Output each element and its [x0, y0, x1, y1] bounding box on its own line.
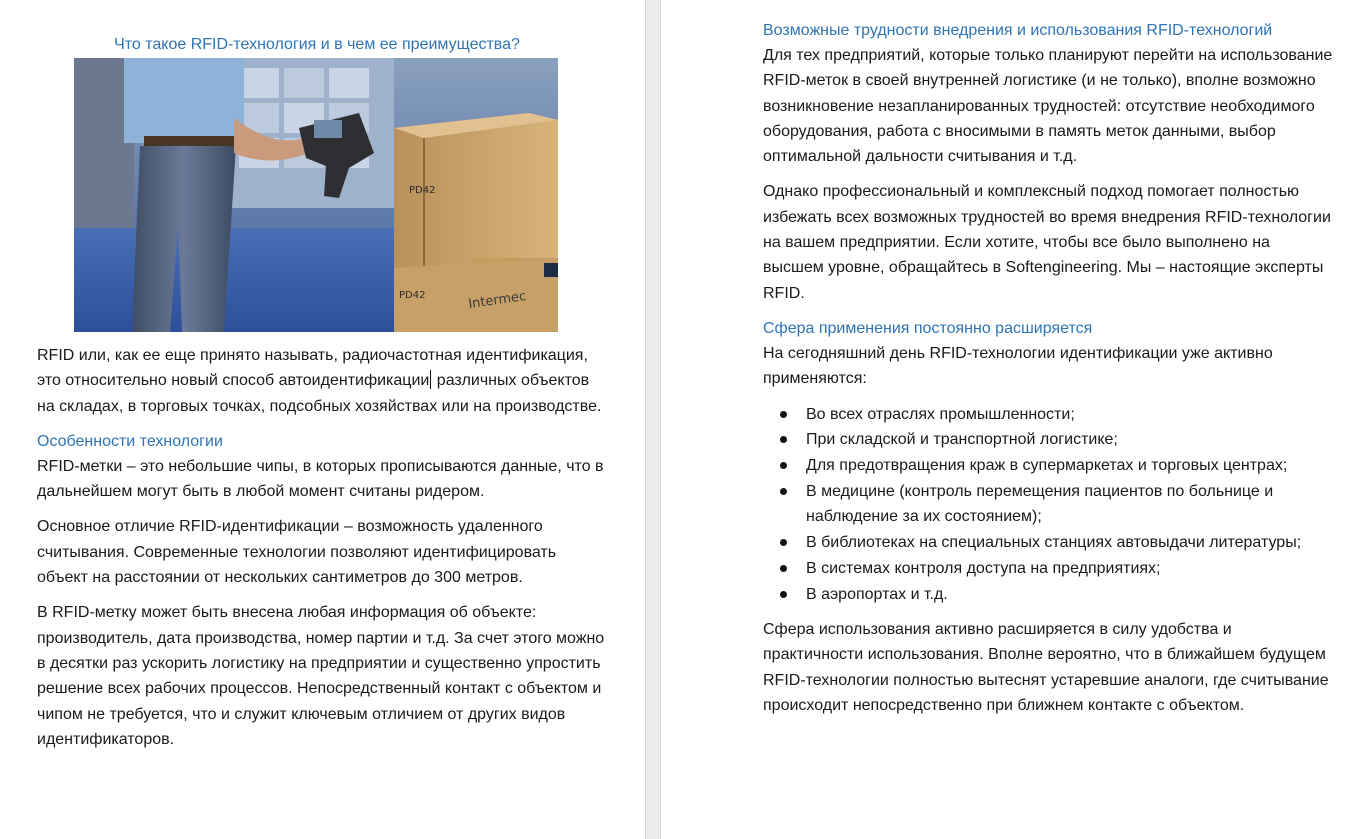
bullet-icon: [780, 411, 787, 418]
paragraph[interactable]: Для тех предприятий, которые только планируют перейти на использование RFID-меток в своей внутренней логистике (и не только), вполне возможно возникновение незапланированных трудностей: отсутствие необходимого оборудования, работа с вносимыми в память меток данными, выбор оптимальной дальности считывания и т.д.: [763, 47, 1333, 166]
list-item[interactable]: [763, 530, 1333, 555]
list-item[interactable]: [763, 427, 1333, 452]
list-item-text: В медицине (контроль перемещения пациентов по больнице и наблюдение за их состоянием);: [806, 482, 1274, 526]
bullet-icon: [780, 462, 787, 469]
list-item[interactable]: [763, 479, 1333, 530]
paragraph[interactable]: RFID-метки – это небольшие чипы, в которых прописываются данные, что в дальнейшем могут быть в любой момент считаны ридером.: [37, 457, 604, 501]
rfid-scanner-image: [74, 58, 558, 332]
list-item-text: В аэропортах и т.д.: [806, 585, 948, 603]
box-label-2: PD42: [399, 290, 426, 301]
box-brand-label: Intermec: [467, 289, 528, 312]
paragraph[interactable]: В RFID-метку может быть внесена любая информация об объекте: производитель, дата производства, номер партии и т.д. За счет этого можно в десятки раз ускорить логистику на предприятии и существенно упростить решение всех рабочих процессов. Непосредственный контакт с объектом и чипом не требуется, что и служит ключевым отличием от других видов идентификаторов.: [37, 604, 605, 748]
right-column: [763, 18, 1333, 728]
bullet-icon: [780, 539, 787, 546]
section-heading-difficulties[interactable]: Возможные трудности внедрения и использования RFID-технологий: [763, 22, 1273, 39]
list-item[interactable]: [763, 453, 1333, 478]
page-title[interactable]: Что такое RFID-технология и в чем ее преимущества?: [114, 36, 520, 53]
paragraph[interactable]: Однако профессиональный и комплексный подход помогает полностью избежать всех возможных трудностей во время внедрения RFID-технологии на вашем предприятии. Если хотите, чтобы все было выполнено на высшем уровне, обращайтесь в Softengineering. Мы – настоящие эксперты RFID.: [763, 183, 1331, 302]
list-item-text: При складской и транспортной логистике;: [806, 431, 1118, 449]
section-heading-applications[interactable]: Сфера применения постоянно расширяется: [763, 319, 1093, 337]
left-column: [37, 343, 607, 762]
list-item[interactable]: [763, 582, 1333, 607]
warehouse-photo[interactable]: [74, 58, 558, 332]
box-label-1: PD42: [409, 185, 436, 196]
applications-list: [763, 402, 1333, 607]
page-gutter: [645, 0, 661, 839]
intro-paragraph[interactable]: [37, 343, 607, 419]
list-item[interactable]: [763, 556, 1333, 581]
intro-text-b: различных объектов на складах, в торговых точках, подсобных хозяйствах или на производстве.: [37, 372, 602, 415]
intro-text-a: RFID или, как ее еще принято называть, радиочастотная идентификация, это относительно новый способ автоидентификации: [37, 347, 588, 390]
document-page-right: [661, 0, 1359, 839]
document-page-left: [0, 0, 645, 839]
list-item[interactable]: [763, 402, 1333, 427]
list-item-text: В библиотеках на специальных станциях автовыдачи литературы;: [806, 534, 1302, 552]
list-item-text: Во всех отраслях промышленности;: [806, 405, 1075, 423]
list-item-text: Для предотвращения краж в супермаркетах и торговых центрах;: [806, 457, 1288, 475]
bullet-icon: [780, 591, 787, 598]
bullet-icon: [780, 565, 787, 572]
paragraph[interactable]: На сегодняшний день RFID-технологии идентификации уже активно применяются:: [763, 344, 1273, 388]
section-heading-features[interactable]: Особенности технологии: [37, 432, 223, 450]
list-item-text: В системах контроля доступа на предприятиях;: [806, 559, 1161, 577]
bullet-icon: [780, 436, 787, 443]
paragraph[interactable]: Сфера использования активно расширяется в силу удобства и практичности использования. Вполне вероятно, что в ближайшем будущем RFID-технологии полностью вытеснят устаревшие аналоги, где считывание происходит непосредственно при ближнем контакте с объектом.: [763, 620, 1329, 714]
paragraph[interactable]: Основное отличие RFID-идентификации – возможность удаленного считывания. Современные технологии позволяют идентифицировать объект на расстоянии от нескольких сантиметров до 300 метров.: [37, 518, 557, 587]
bullet-icon: [780, 488, 787, 495]
